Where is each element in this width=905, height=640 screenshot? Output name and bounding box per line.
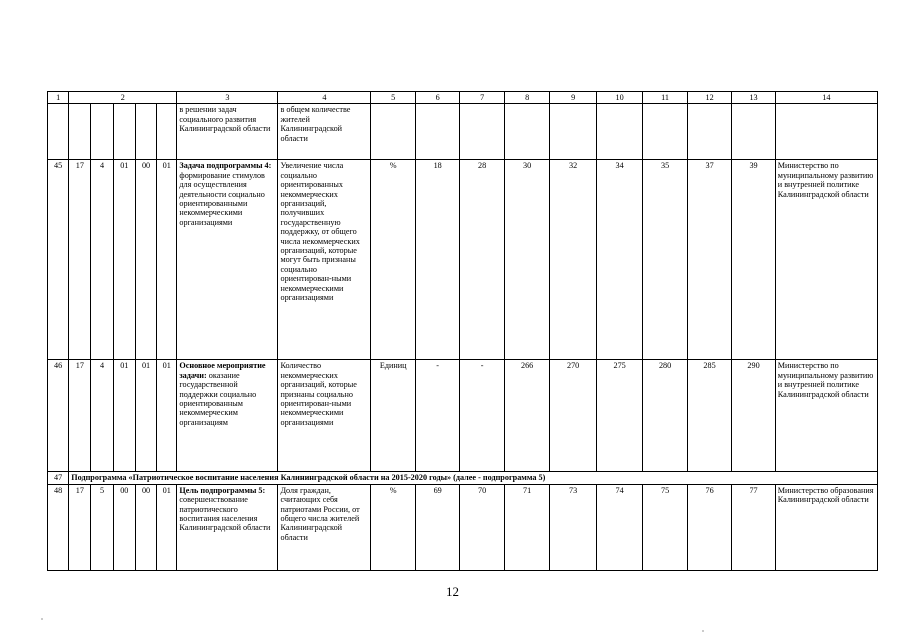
value-cell: 18 <box>415 160 459 360</box>
header-cell: 2 <box>69 92 177 104</box>
value-cell: 32 <box>550 160 597 360</box>
header-cell: 11 <box>643 92 687 104</box>
subprogram-heading: Подпрограмма «Патриотическое воспитание населения Калининградской области на 2015-2020 годы» (далее - подпрограмма 5) <box>69 472 878 484</box>
goal-text: совершенствование патриотического воспитания населения Калининградской области <box>179 495 271 533</box>
value-cell: 35 <box>643 160 687 360</box>
code-cell: 4 <box>91 160 113 360</box>
indicator-cell: Увеличение числа социально ориентированных некоммерческих организаций, получивших государственную поддержку, от общего числа некоммерческих организаций, которые могут быть признаны социально ориентирован-ными некоммерческими организациями <box>278 160 371 360</box>
goal-cell <box>177 360 278 472</box>
code-cell: 17 <box>69 360 91 472</box>
goal-cell <box>177 484 278 570</box>
goal-text: формирование стимулов для осуществления деятельности социально ориентированными некоммерческими организациями <box>179 170 265 227</box>
value-cell: 76 <box>687 484 731 570</box>
value-cell: 71 <box>504 484 549 570</box>
header-cell: 9 <box>550 92 597 104</box>
row-number: 47 <box>48 472 69 484</box>
header-cell: 10 <box>596 92 643 104</box>
code-cell: 01 <box>113 160 135 360</box>
code-cell: 5 <box>91 484 113 570</box>
table-row-45 <box>48 160 878 360</box>
header-cell: 5 <box>371 92 415 104</box>
value-cell: 270 <box>550 360 597 472</box>
value-cell: 285 <box>687 360 731 472</box>
header-cell: 13 <box>732 92 775 104</box>
header-cell: 7 <box>460 92 504 104</box>
code-cell: 00 <box>113 484 135 570</box>
value-cell: 275 <box>596 360 643 472</box>
table-row-continuation <box>48 104 878 160</box>
value-cell: 70 <box>460 484 504 570</box>
code-cell: 00 <box>135 160 156 360</box>
table-row-48 <box>48 484 878 570</box>
page-number: 12 <box>446 584 459 599</box>
unit-cell: Единиц <box>371 360 415 472</box>
code-cell: 01 <box>157 360 177 472</box>
value-cell: 75 <box>643 484 687 570</box>
scan-speck <box>702 630 704 632</box>
responsible-cell: Министерство по муниципальному развитию и внутренней политике Калининградской области <box>775 360 877 472</box>
goal-title: Цель подпрограммы 5: <box>179 485 266 495</box>
indicator-cell: в общем количестве жителей Калининградской области <box>278 104 371 160</box>
indicator-cell: Доля граждан, считающих себя патриотами России, от общего числа жителей Калининградской области <box>278 484 371 570</box>
value-cell: 280 <box>643 360 687 472</box>
table-row-46 <box>48 360 878 472</box>
value-cell: 77 <box>732 484 775 570</box>
goal-cell: в решении задач социального развития Калининградской области <box>177 104 278 160</box>
unit-cell: % <box>371 484 415 570</box>
code-cell: 01 <box>157 160 177 360</box>
value-cell: 28 <box>460 160 504 360</box>
unit-cell: % <box>371 160 415 360</box>
row-number: 45 <box>48 160 69 360</box>
goal-title: Задача подпрограммы 4: <box>179 161 272 171</box>
header-row <box>48 92 878 104</box>
code-cell: 01 <box>113 360 135 472</box>
scan-speck <box>41 618 43 620</box>
value-cell: 69 <box>415 484 459 570</box>
value-cell: 34 <box>596 160 643 360</box>
code-cell: 4 <box>91 360 113 472</box>
code-cell: 17 <box>69 484 91 570</box>
header-cell: 6 <box>415 92 459 104</box>
header-cell: 14 <box>775 92 877 104</box>
row-number: 48 <box>48 484 69 570</box>
goal-text: оказание государственной поддержки социально ориентированным некоммерческим организациям <box>179 370 257 427</box>
code-cell: 01 <box>157 484 177 570</box>
value-cell: 266 <box>504 360 549 472</box>
value-cell: - <box>460 360 504 472</box>
responsible-cell: Министерство образования Калининградской области <box>775 484 877 570</box>
value-cell: 73 <box>550 484 597 570</box>
goal-cell <box>177 160 278 360</box>
header-cell: 3 <box>177 92 278 104</box>
value-cell: 39 <box>732 160 775 360</box>
header-cell: 4 <box>278 92 371 104</box>
header-cell: 1 <box>48 92 69 104</box>
value-cell: 290 <box>732 360 775 472</box>
row-number: 46 <box>48 360 69 472</box>
value-cell: 37 <box>687 160 731 360</box>
header-cell: 8 <box>504 92 549 104</box>
header-cell: 12 <box>687 92 731 104</box>
code-cell: 01 <box>135 360 156 472</box>
value-cell: 74 <box>596 484 643 570</box>
table-row-47 <box>48 472 878 484</box>
responsible-cell: Министерство по муниципальному развитию и внутренней политике Калининградской области <box>775 160 877 360</box>
value-cell: 30 <box>504 160 549 360</box>
value-cell: - <box>415 360 459 472</box>
code-cell: 17 <box>69 160 91 360</box>
goal-title: Основное мероприятие задачи: <box>179 361 266 380</box>
indicators-table <box>47 91 878 571</box>
code-cell: 00 <box>135 484 156 570</box>
indicator-cell: Количество некоммерческих организаций, которые признаны социально ориентирован-ными некоммерческими организациями <box>278 360 371 472</box>
